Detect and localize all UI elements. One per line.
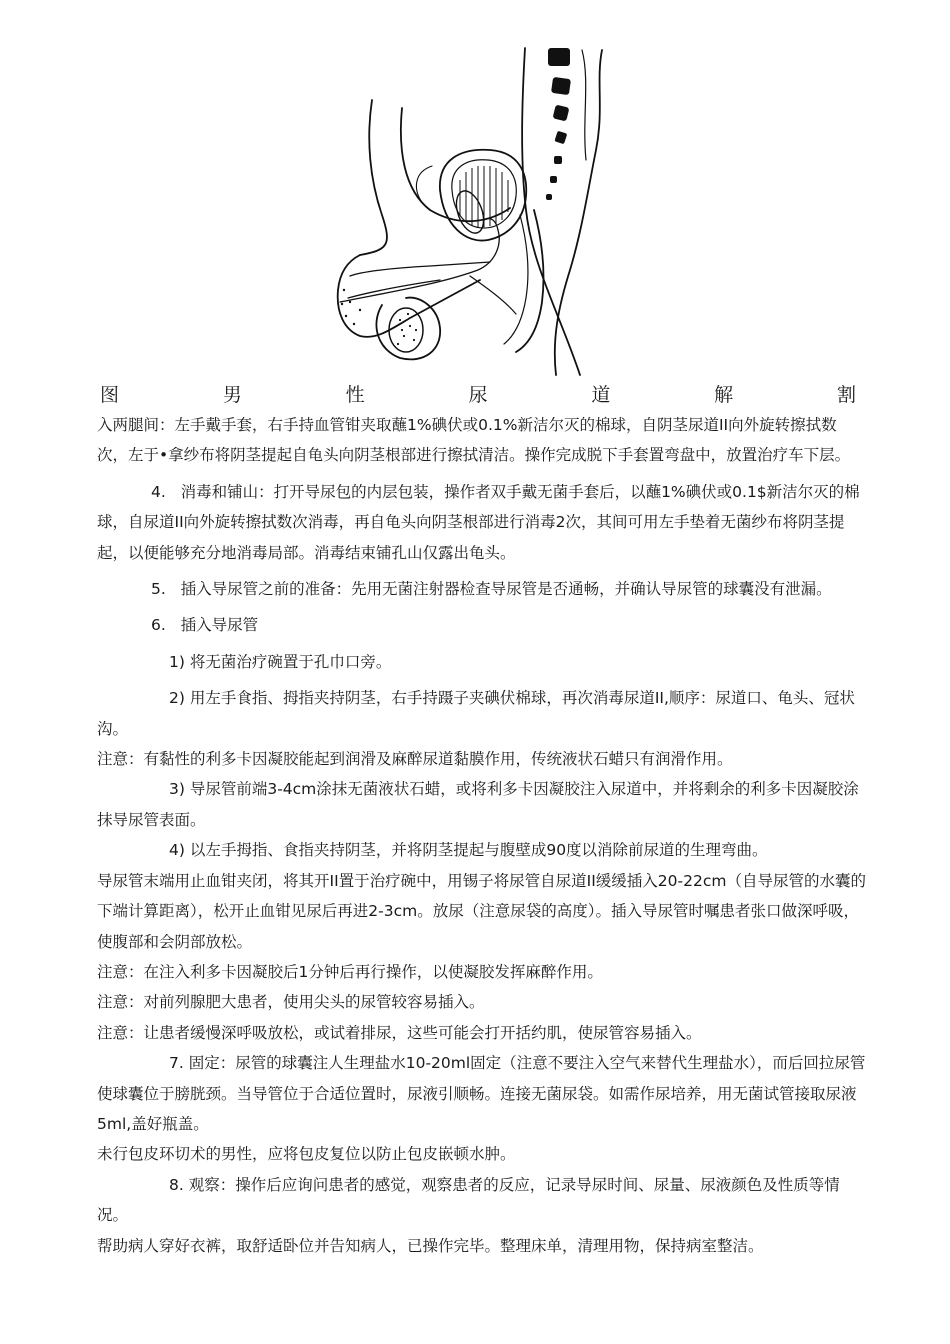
step-7-fixation: 7. 固定：尿管的球囊注人生理盐水10-20ml固定（注意不要注入空气来替代生理盐水），而后回拉尿管使球囊位于膀胱颈。当导管位于合适位置时，尿液引顺畅。连接无菌尿袋。如需作尿培养，用无菌试管接取尿液5ml,盖好瓶盖。 [97,1054,866,1133]
male-urethra-anatomy-figure [320,40,630,380]
caption-char: 尿 [468,384,488,406]
paragraph-cleaning: 入两腿间：左手戴手套，右手持血管钳夹取蘸1%碘伏或0.1%新洁尔灭的棉球，自阴茎尿道II向外旋转擦拭数次，左于•拿纱布将阴茎提起自龟头向阴茎根部进行擦拭清洁。操作完成脱下手套置弯盘中，放置治疗车下层。 [97,416,851,465]
step-5-preparation: 5. 插入导尿管之前的准备：先用无菌注射器检查导尿管是否通畅，并确认导尿管的球囊没有泄漏。 [151,580,832,599]
note-wait-one-minute: 注意：在注入利多卡因凝胶后1分钟后再行操作，以使凝胶发挥麻醉作用。 [97,962,603,981]
step-4-disinfection: 4. 消毒和铺山：打开导尿包的内层包装，操作者双手戴无菌手套后，以蘸1%碘伏或0.1$新洁尔灭的棉球，自尿道II向外旋转擦拭数次消毒，再自龟头向阴茎根部进行消毒2次，其间可用左手垫着无菌纱布将阴茎提起，以便能够充分地消毒局部。消毒结束铺孔山仅露出龟头。 [97,482,860,562]
document-body [97,410,867,1261]
caption-char: 图 [100,384,120,406]
caption-char: 男 [222,384,242,406]
anatomy-illustration [320,40,630,380]
note-prostate: 注意：对前列腺肥大患者，使用尖头的尿管较容易插入。 [97,993,485,1012]
note-lidocaine-gel: 注意：有黏性的利多卡因凝胶能起到润滑及麻醉尿道黏膜作用，传统液状石蜡只有润滑作用。 [97,750,733,769]
paragraph-foreskin: 未行包皮环切术的男性，应将包皮复位以防止包皮嵌顿水肿。 [97,1145,516,1164]
substep-4: 4) 以左手拇指、食指夹持阴茎，并将阴茎提起与腹壁成90度以消除前尿道的生理弯曲。 [169,841,768,860]
step-6-insert-catheter: 6. 插入导尿管 [151,616,259,635]
caption-char: 性 [345,384,365,406]
caption-char: 割 [836,384,856,406]
figure-caption [100,380,856,407]
substep-1: 1) 将无菌治疗碗置于孔巾口旁。 [169,652,392,671]
substep-3: 3) 导尿管前端3-4cm涂抹无菌液状石蜡，或将利多卡因凝胶注入尿道中，并将剩余的利多卡因凝胶涂抹导尿管表面。 [97,780,859,829]
paragraph-insertion: 导尿管末端用止血钳夹闭，将其开II置于治疗碗中，用锡子将尿管自尿道II缓缓插入20-22cm（自导尿管的水囊的下端计算距离），松开止血钳见尿后再进2-3cm。放尿（注意尿袋的高度）。插入导尿管时嘱患者张口做深呼吸，使腹部和会阴部放松。 [97,871,866,951]
step-8-observation: 8. 观察：操作后应询问患者的感觉，观察患者的反应，记录导尿时间、尿量、尿液颜色及性质等情况。 [97,1175,840,1225]
note-breathing: 注意：让患者缓慢深呼吸放松，或试着排尿，这些可能会打开括约肌，使尿管容易插入。 [97,1023,702,1042]
paragraph-finish: 帮助病人穿好衣裤，取舒适卧位并告知病人，已操作完毕。整理床单，清理用物，保持病室整洁。 [97,1236,764,1255]
caption-char: 道 [591,384,611,406]
caption-char: 解 [714,384,734,406]
substep-2: 2) 用左手食指、拇指夹持阴茎，右手持蹑子夹碘伏棉球，再次消毒尿道II,顺序：尿道口、龟头、冠状沟。 [97,689,855,738]
